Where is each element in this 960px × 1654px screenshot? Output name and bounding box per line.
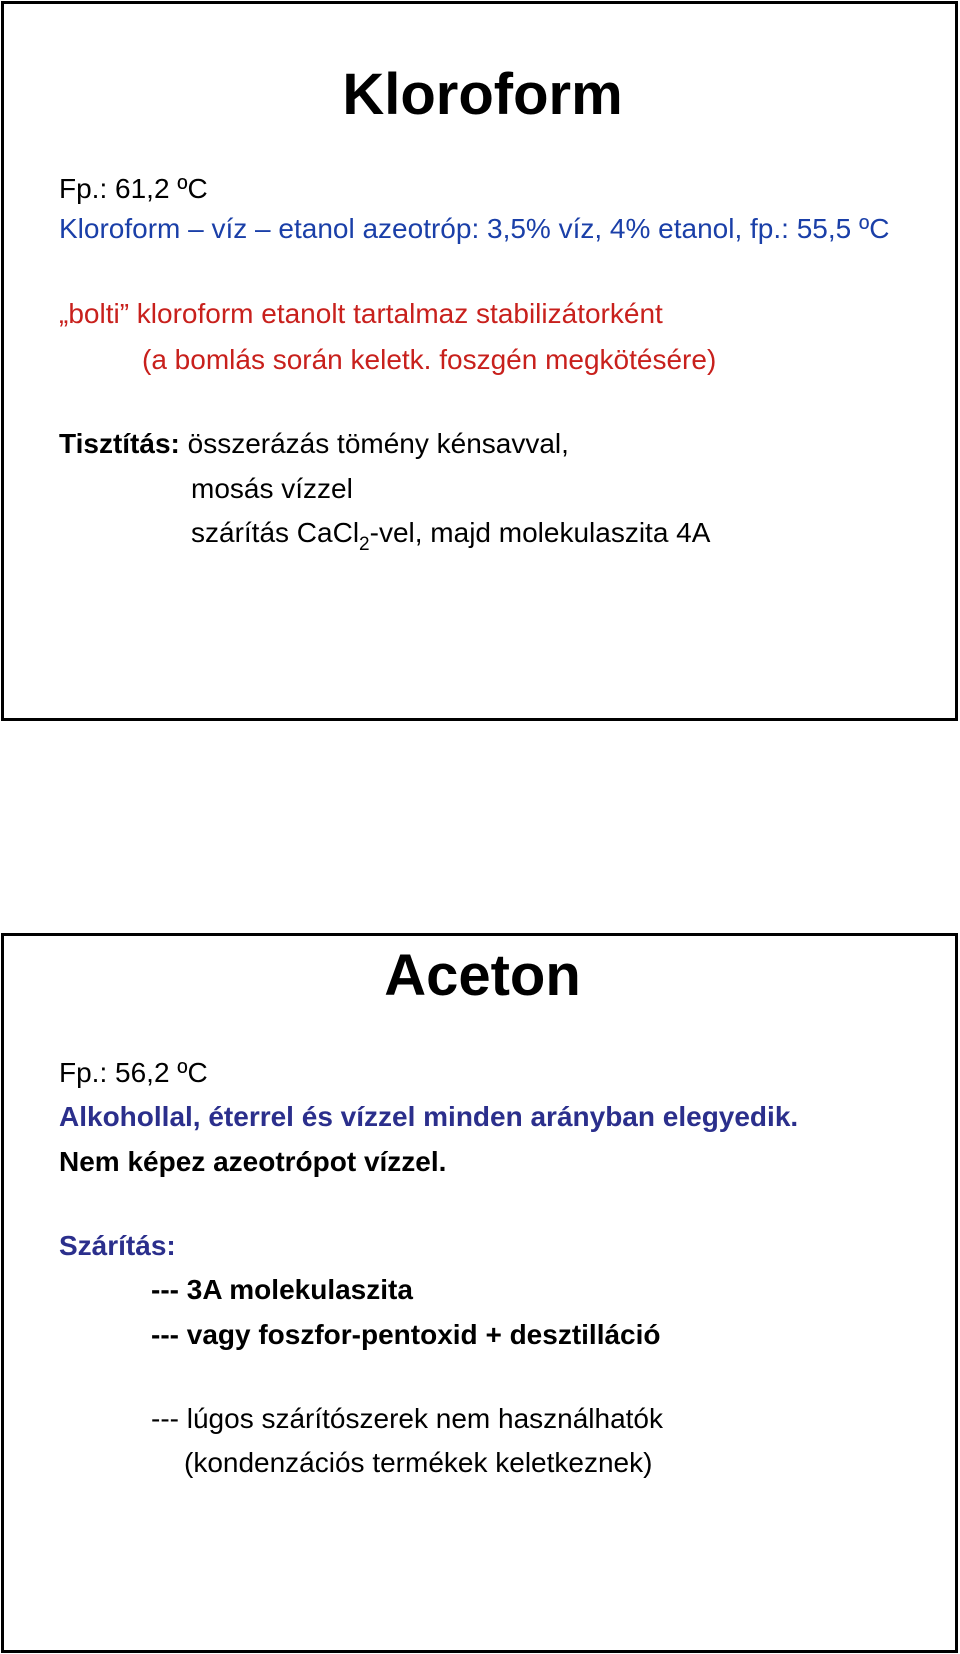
warning-line-1: --- lúgos szárítószerek nem használhatók xyxy=(151,1403,663,1434)
purification-step-3 xyxy=(191,516,710,554)
slide-aceton xyxy=(1,933,958,1653)
purification-row xyxy=(59,427,569,461)
drying-step-2: --- vagy foszfor-pentoxid + desztilláció xyxy=(151,1319,661,1350)
slide-title: Aceton xyxy=(384,943,581,1008)
purification-step-1: összerázás tömény kénsavval, xyxy=(187,428,569,459)
azeotrope-info: Kloroform – víz – etanol azeotróp: 3,5% víz, 4% etanol, fp.: 55,5 ºC xyxy=(59,213,890,244)
warning-line-2: (kondenzációs termékek keletkeznek) xyxy=(184,1447,653,1478)
stabilizer-note-line1: „bolti” kloroform etanolt tartalmaz stabilizátorként xyxy=(59,298,663,329)
drying-label: Szárítás: xyxy=(59,1230,176,1261)
boiling-point: Fp.: 56,2 ºC xyxy=(59,1057,208,1088)
slide-kloroform xyxy=(1,1,958,721)
purification-step-3-suffix: -vel, majd molekulaszita 4A xyxy=(369,517,711,548)
drying-step-1: --- 3A molekulaszita xyxy=(151,1274,413,1305)
purification-label: Tisztítás: xyxy=(59,428,180,459)
miscibility-info: Alkohollal, éterrel és vízzel minden arányban elegyedik. xyxy=(59,1101,799,1132)
boiling-point: Fp.: 61,2 ºC xyxy=(59,173,208,204)
slide-title: Kloroform xyxy=(342,62,623,127)
purification-step-2: mosás vízzel xyxy=(191,473,353,504)
purification-step-3-prefix: szárítás CaCl xyxy=(191,517,360,548)
purification-step-3-subscript: 2 xyxy=(359,534,370,555)
stabilizer-note-line2: (a bomlás során keletk. foszgén megkötésére) xyxy=(142,344,717,375)
azeotrope-info: Nem képez azeotrópot vízzel. xyxy=(59,1146,447,1177)
